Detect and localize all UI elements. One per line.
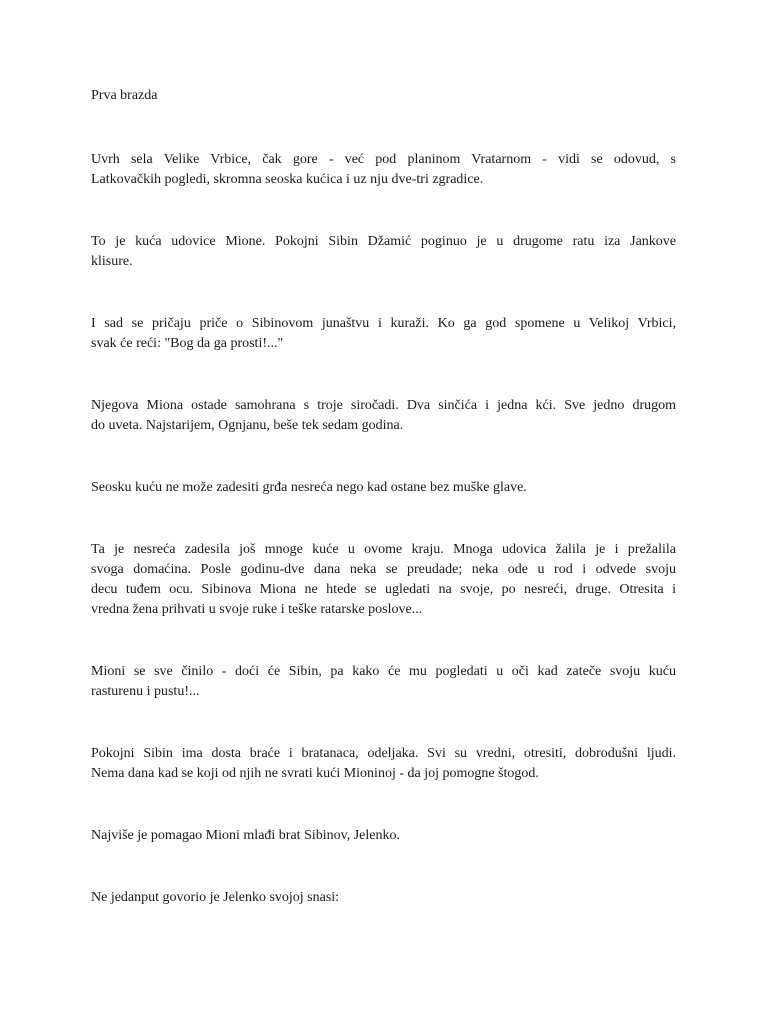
paragraph <box>91 662 676 702</box>
paragraph-line: svak će reći: "Bog da ga prosti!..." <box>91 336 284 351</box>
document-title: Prva brazda <box>91 88 158 103</box>
paragraph-line: klisure. <box>91 254 133 269</box>
paragraph-line: Latkovačkih pogledi, skromna seoska kućica i uz nju dve-tri zgradice. <box>91 172 484 187</box>
paragraph <box>91 478 676 498</box>
paragraph-line: Ta je nesreća zadesila još mnoge kuće u ovome kraju. Mnoga udovica žalila je i prežalila <box>91 542 676 557</box>
paragraph-line: Njegova Miona ostade samohrana s troje siročadi. Dva sinčića i jedna kći. Sve jedno drugom <box>91 398 676 413</box>
paragraph-line: Nema dana kad se koji od njih ne svrati kući Mioninoj - da joj pomogne štogod. <box>91 766 539 781</box>
paragraph <box>91 744 676 784</box>
document-page <box>91 86 676 950</box>
paragraph <box>91 888 676 908</box>
paragraph <box>91 826 676 846</box>
paragraph-line: do uveta. Najstarijem, Ognjanu, beše tek sedam godina. <box>91 418 404 433</box>
paragraph-line: svoga domaćina. Posle godinu-dve dana neka se preudade; neka ode u rod i odvede svoju <box>91 562 676 577</box>
paragraph-line: Mioni se sve činilo - doći će Sibin, pa kako će mu pogledati u oči kad zateče svoju kuću <box>91 664 676 679</box>
paragraph <box>91 314 676 354</box>
paragraph-line: Najviše je pomagao Mioni mlađi brat Sibinov, Jelenko. <box>91 828 400 843</box>
document-body <box>91 150 676 908</box>
paragraph <box>91 150 676 190</box>
paragraph-line: decu tuđem ocu. Sibinova Miona ne htede se ugledati na svoje, po nesreći, druge. Otresita i <box>91 582 676 597</box>
paragraph <box>91 396 676 436</box>
paragraph-line: I sad se pričaju priče o Sibinovom junaštvu i kuraži. Ko ga god spomene u Velikoj Vrbici, <box>91 316 676 331</box>
paragraph-line: rasturenu i pustu!... <box>91 684 200 699</box>
paragraph-line: Pokojni Sibin ima dosta braće i bratanaca, odeljaka. Svi su vredni, otresiti, dobrodušni ljudi. <box>91 746 676 761</box>
paragraph <box>91 232 676 272</box>
paragraph-line: Seosku kuću ne može zadesiti grđa nesreća nego kad ostane bez muške glave. <box>91 480 527 495</box>
paragraph <box>91 540 676 620</box>
paragraph-line: Uvrh sela Velike Vrbice, čak gore - već pod planinom Vratarnom - vidi se odovud, s <box>91 152 676 167</box>
paragraph-line: To je kuća udovice Mione. Pokojni Sibin Džamić poginuo je u drugome ratu iza Jankove <box>91 234 676 249</box>
paragraph-line: Ne jedanput govorio je Jelenko svojoj snasi: <box>91 890 340 905</box>
paragraph-line: vredna žena prihvati u svoje ruke i teške ratarske poslove... <box>91 602 423 617</box>
